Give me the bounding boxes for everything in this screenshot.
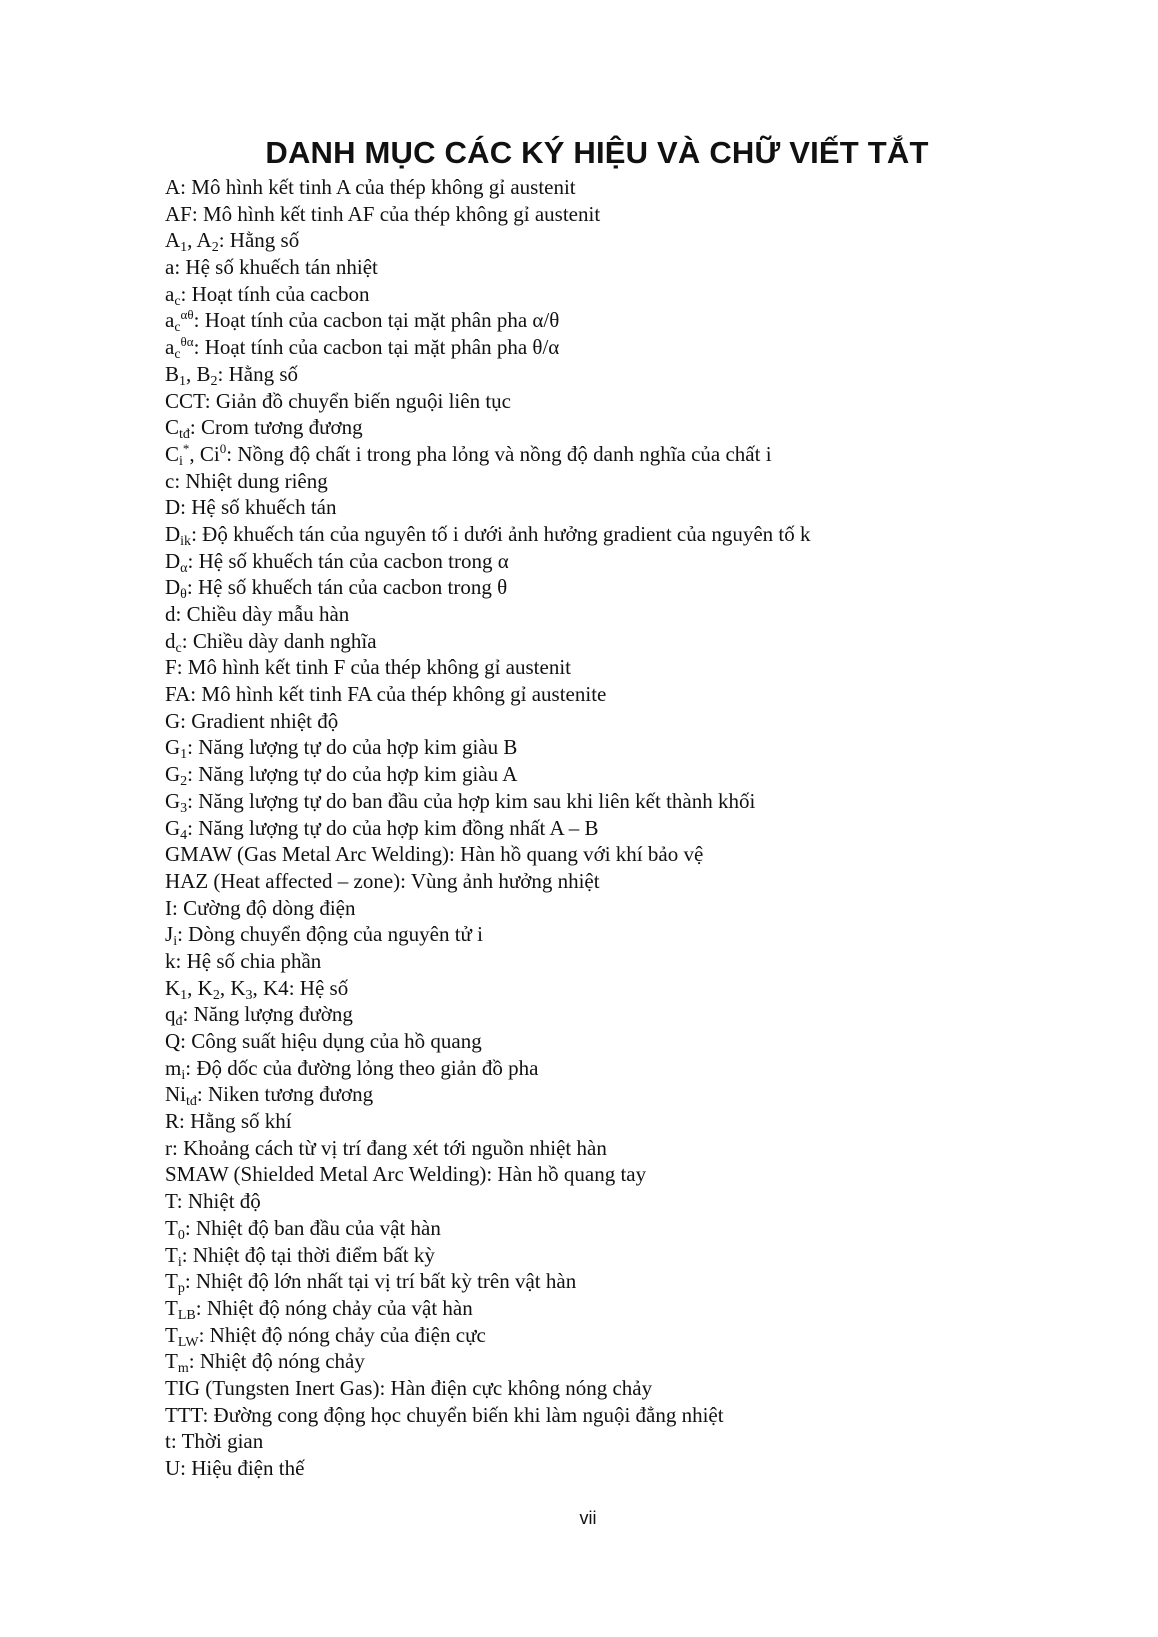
symbol	[165, 1109, 179, 1133]
separator: :	[180, 281, 192, 306]
list-item	[165, 1028, 810, 1055]
symbol-subscript: 2	[180, 774, 188, 790]
separator: :	[174, 255, 186, 280]
symbol-subscript: θ	[180, 587, 187, 603]
description: Đường cong động học chuyển biến khi làm nguội đẳng nhiệt	[213, 1402, 724, 1427]
separator: :	[196, 1082, 208, 1107]
symbol-text: Ni	[165, 1082, 186, 1107]
description: Mô hình kết tinh FA của thép không gỉ austenite	[201, 682, 607, 707]
symbol	[165, 175, 180, 199]
separator: :	[174, 468, 186, 493]
description: Chiều dày mẫu hàn	[186, 602, 350, 626]
symbol-subscript: i	[181, 1067, 186, 1083]
symbol	[165, 762, 188, 790]
description: Hiệu điện thế	[191, 1456, 305, 1480]
symbol-text: T	[165, 1295, 178, 1320]
separator: :	[181, 1242, 193, 1267]
symbol-subscript: c	[174, 293, 181, 309]
symbol-subscript: α	[180, 560, 188, 576]
symbol-text: m	[165, 1055, 182, 1080]
separator: :	[180, 495, 192, 520]
list-item	[165, 227, 810, 254]
description: Nhiệt độ nóng chảy của vật hàn	[206, 1295, 473, 1320]
list-item	[165, 1375, 810, 1402]
symbol	[165, 975, 289, 1003]
symbol	[165, 1376, 379, 1400]
separator: :	[202, 1402, 214, 1427]
symbol	[165, 389, 205, 413]
symbol-text: A	[165, 228, 181, 253]
page-title: DANH MỤC CÁC KÝ HIỆU VÀ CHỮ VIẾT TẮT	[265, 135, 929, 170]
symbol	[165, 1002, 183, 1030]
list-item	[165, 1348, 810, 1375]
symbol-text: CCT	[165, 388, 205, 413]
symbol	[165, 1082, 197, 1110]
separator: :	[226, 441, 238, 466]
symbol-text: , K	[219, 975, 246, 1000]
symbol	[165, 415, 190, 443]
list-item	[165, 681, 810, 708]
list-item	[165, 654, 810, 681]
description: Cường độ dòng điện	[183, 895, 356, 920]
symbol	[165, 255, 174, 279]
symbol-text: A	[165, 175, 181, 199]
separator: :	[486, 1162, 498, 1187]
symbol	[165, 1136, 172, 1160]
symbol-text: a	[165, 255, 175, 280]
symbol-subscript: tđ	[179, 427, 190, 443]
list-item	[165, 1242, 810, 1269]
symbol-subscript: đ	[175, 1014, 183, 1030]
description: Công suất hiệu dụng của hồ quang	[191, 1029, 482, 1053]
symbol-text: T	[165, 1242, 178, 1267]
symbol-text: HAZ (Heat affected – zone)	[165, 868, 401, 893]
list-item	[165, 601, 810, 628]
symbol	[165, 1322, 199, 1350]
separator: :	[177, 922, 189, 947]
separator: :	[179, 1109, 191, 1134]
list-item	[165, 895, 810, 922]
symbol-text: I	[165, 895, 172, 920]
symbol-text: d	[165, 602, 176, 626]
symbol-text: , A	[187, 228, 212, 253]
symbol	[165, 1162, 486, 1186]
description: Dòng chuyển động của nguyên tử i	[188, 922, 483, 947]
list-item	[165, 1135, 810, 1162]
symbol-subscript: 4	[180, 827, 188, 843]
list-item	[165, 174, 810, 201]
symbol	[165, 1215, 185, 1243]
list-item	[165, 1268, 810, 1295]
description: Hệ số chia phần	[186, 948, 322, 973]
description: Hệ số khuếch tán của cacbon trong θ	[197, 575, 508, 600]
separator: :	[217, 361, 229, 386]
symbol	[165, 655, 177, 679]
symbol	[165, 682, 190, 706]
list-item	[165, 361, 810, 388]
list-item	[165, 254, 810, 281]
description: Nồng độ chất i trong pha lỏng và nồng độ danh nghĩa của chất i	[237, 441, 772, 466]
symbol-superscript: αθ	[180, 307, 194, 323]
symbol	[165, 307, 194, 336]
description: Năng lượng đường	[193, 1002, 353, 1027]
list-item	[165, 868, 810, 895]
list-item	[165, 841, 810, 868]
symbol-subscript: i	[177, 1254, 182, 1270]
separator: :	[180, 175, 192, 199]
symbol-text: F	[165, 655, 177, 680]
symbol-text: q	[165, 1002, 176, 1027]
symbol-list	[165, 174, 810, 1482]
description: Vùng ảnh hưởng nhiệt	[410, 868, 600, 893]
description: Hoạt tính của cacbon	[191, 281, 370, 306]
description: Nhiệt độ nóng chảy	[199, 1349, 365, 1374]
list-item	[165, 1055, 810, 1082]
separator: :	[288, 975, 300, 1000]
description: Hệ số	[299, 975, 349, 1000]
separator: :	[176, 655, 188, 680]
symbol-text: T	[165, 1322, 178, 1347]
separator: :	[180, 1029, 192, 1053]
symbol-subscript: m	[177, 1361, 189, 1377]
symbol-text: t	[165, 1429, 171, 1454]
separator: :	[175, 602, 187, 626]
description: Hoạt tính của cacbon tại mặt phân pha θ/α	[204, 335, 560, 360]
symbol-subscript: 1	[180, 747, 188, 763]
list-item	[165, 1215, 810, 1242]
symbol-text: Q	[165, 1029, 181, 1053]
list-item	[165, 948, 810, 975]
separator: :	[193, 335, 205, 360]
description: Nhiệt độ nóng chảy của điện cực	[209, 1322, 486, 1347]
symbol-text: k	[165, 948, 176, 973]
separator: :	[218, 228, 230, 253]
separator: :	[187, 548, 199, 573]
description: Hoạt tính của cacbon tại mặt phân pha α/θ	[204, 308, 560, 333]
symbol-subscript: ik	[180, 533, 192, 549]
symbol	[165, 228, 219, 256]
symbol	[165, 548, 188, 576]
separator: :	[186, 575, 198, 600]
symbol	[165, 1349, 189, 1377]
list-item	[165, 1001, 810, 1028]
symbol-superscript: 0	[219, 440, 227, 456]
description: Niken tương đương	[207, 1082, 374, 1107]
symbol-superscript: θα	[180, 334, 194, 350]
description: Hệ số khuếch tán	[191, 495, 337, 520]
symbol-text: T	[165, 1215, 178, 1240]
symbol-text: T	[165, 1349, 178, 1374]
description: Hàn điện cực không nóng chảy	[390, 1375, 653, 1400]
symbol	[165, 361, 218, 389]
description: Chiều dày danh nghĩa	[192, 628, 377, 653]
separator: :	[180, 708, 192, 733]
symbol-text: TTT	[165, 1402, 203, 1427]
description: Nhiệt dung riêng	[185, 468, 328, 493]
symbol	[165, 575, 187, 603]
separator: :	[184, 1215, 196, 1240]
separator: :	[193, 308, 205, 333]
list-item	[165, 1295, 810, 1322]
symbol-text: r	[165, 1135, 172, 1160]
list-item	[165, 1188, 810, 1215]
symbol	[165, 1242, 182, 1270]
symbol-subscript: 1	[180, 240, 188, 256]
separator: :	[176, 1189, 188, 1214]
list-item	[165, 788, 810, 815]
symbol-superscript: *	[182, 440, 190, 456]
symbol	[165, 334, 194, 363]
description: Hằng số	[229, 228, 300, 253]
symbol-subscript: 1	[179, 373, 187, 389]
description: Hàn hồ quang với khí bảo vệ	[460, 842, 704, 867]
symbol-text: J	[165, 922, 174, 947]
description: Hằng số	[228, 361, 299, 386]
symbol-text: B	[165, 361, 180, 386]
symbol-text: G	[165, 788, 181, 813]
list-item	[165, 307, 810, 334]
symbol-text: AF	[165, 201, 192, 226]
symbol	[165, 815, 188, 843]
list-item	[165, 1455, 810, 1482]
description: Nhiệt độ ban đầu của vật hàn	[195, 1215, 441, 1240]
symbol	[165, 922, 178, 950]
separator: :	[198, 1322, 210, 1347]
symbol	[165, 1269, 185, 1297]
symbol-subscript: p	[177, 1281, 185, 1297]
description: Hệ số khuếch tán của cacbon trong α	[198, 548, 509, 573]
list-item	[165, 201, 810, 228]
symbol-subscript: LB	[177, 1307, 196, 1323]
symbol-text: SMAW (Shielded Metal Arc Welding)	[165, 1162, 487, 1187]
list-item	[165, 1108, 810, 1135]
symbol	[165, 202, 192, 226]
symbol	[165, 788, 188, 816]
symbol-text: U	[165, 1456, 181, 1480]
symbol-subscript: c	[174, 320, 181, 336]
symbol-subscript: i	[179, 453, 183, 469]
symbol	[165, 949, 176, 973]
symbol-subscript: c	[174, 347, 181, 363]
separator: :	[189, 415, 201, 440]
symbol-text: D	[165, 548, 181, 573]
symbol-subscript: 0	[177, 1227, 185, 1243]
symbol-text: C	[165, 415, 180, 440]
separator: :	[182, 1002, 194, 1027]
separator: :	[187, 815, 199, 840]
symbol-text: a	[165, 335, 175, 360]
description: Năng lượng tự do của hợp kim giàu A	[198, 762, 518, 787]
symbol-subscript: LW	[177, 1334, 199, 1350]
list-item	[165, 334, 810, 361]
separator: :	[172, 1135, 184, 1160]
separator: :	[187, 762, 199, 787]
symbol	[165, 1456, 180, 1480]
list-item	[165, 708, 810, 735]
symbol	[165, 1403, 202, 1427]
list-item	[165, 1428, 810, 1455]
symbol	[165, 1055, 186, 1083]
description: Mô hình kết tinh AF của thép không gỉ austenit	[202, 201, 601, 226]
description: Giản đồ chuyển biến nguội liên tục	[215, 388, 511, 413]
symbol	[165, 495, 180, 519]
symbol-subscript: tđ	[186, 1094, 197, 1110]
symbol-subscript: 2	[212, 987, 220, 1003]
page-number: vii	[579, 1508, 597, 1528]
list-item	[165, 1402, 810, 1429]
description: Gradient nhiệt độ	[191, 708, 339, 733]
symbol-subscript: c	[175, 640, 182, 656]
separator: :	[185, 1055, 197, 1080]
separator: :	[191, 521, 203, 546]
description: Khoảng cách từ vị trí đang xét tới nguồn nhiệt hàn	[183, 1135, 607, 1160]
symbol-text: G	[165, 815, 181, 840]
separator: :	[187, 788, 199, 813]
separator: :	[180, 1456, 192, 1480]
list-item	[165, 441, 810, 468]
symbol-text: GMAW (Gas Metal Arc Welding)	[165, 842, 449, 867]
symbol-text: C	[165, 441, 180, 466]
symbol-text: T	[165, 1189, 177, 1214]
list-item	[165, 281, 810, 308]
symbol-text: D	[165, 521, 181, 546]
symbol-subscript: 1	[180, 987, 188, 1003]
symbol	[165, 469, 174, 493]
description: Nhiệt độ tại thời điểm bất kỳ	[192, 1242, 435, 1267]
symbol-text: a	[165, 281, 175, 306]
list-item	[165, 761, 810, 788]
description: Hằng số khí	[190, 1109, 292, 1134]
separator: :	[184, 1269, 196, 1294]
list-item	[165, 388, 810, 415]
symbol-text: d	[165, 628, 176, 653]
list-item	[165, 574, 810, 601]
description: Độ dốc của đường lỏng theo giản đồ pha	[196, 1055, 539, 1080]
symbol-subscript: 3	[245, 987, 253, 1003]
separator: :	[175, 948, 187, 973]
symbol	[165, 842, 449, 866]
symbol	[165, 602, 176, 626]
symbol	[165, 869, 400, 893]
separator: :	[195, 1295, 207, 1320]
description: Năng lượng tự do của hợp kim giàu B	[198, 735, 518, 760]
list-item	[165, 975, 810, 1002]
symbol	[165, 1189, 177, 1213]
symbol-text: , K	[187, 975, 213, 1000]
separator: :	[204, 388, 216, 413]
list-item	[165, 548, 810, 575]
description: Mô hình kết tinh F của thép không gỉ austenit	[187, 655, 571, 680]
list-item	[165, 921, 810, 948]
list-item	[165, 521, 810, 548]
description: Crom tương đương	[201, 415, 363, 440]
symbol	[165, 1295, 196, 1323]
list-item	[165, 1322, 810, 1349]
symbol-text: , Ci	[189, 441, 220, 466]
symbol	[165, 281, 181, 309]
symbol-text: , B	[186, 361, 211, 386]
description: Năng lượng tự do của hợp kim đồng nhất A – B	[198, 815, 599, 840]
list-item	[165, 815, 810, 842]
symbol-text: G	[165, 735, 181, 760]
symbol-text: a	[165, 308, 175, 333]
list-item	[165, 468, 810, 495]
symbol-text: FA	[165, 682, 191, 707]
separator: :	[188, 1349, 200, 1374]
list-item	[165, 734, 810, 761]
description: Nhiệt độ lớn nhất tại vị trí bất kỳ trên vật hàn	[195, 1269, 577, 1294]
separator: :	[170, 1429, 182, 1454]
separator: :	[172, 895, 184, 920]
description: Hàn hồ quang tay	[497, 1162, 647, 1187]
symbol	[165, 1029, 180, 1053]
separator: :	[187, 735, 199, 760]
symbol	[165, 521, 192, 549]
symbol	[165, 709, 180, 733]
list-item	[165, 414, 810, 441]
symbol-text: D	[165, 495, 181, 520]
list-item	[165, 494, 810, 521]
separator: :	[191, 201, 203, 226]
symbol	[165, 896, 172, 920]
description: Nhiệt độ	[187, 1189, 261, 1214]
list-item	[165, 1161, 810, 1188]
symbol-subscript: 2	[211, 240, 219, 256]
symbol-text: TIG (Tungsten Inert Gas)	[165, 1375, 380, 1400]
symbol	[165, 628, 182, 656]
list-item	[165, 1081, 810, 1108]
separator: :	[448, 842, 461, 867]
description: Hệ số khuếch tán nhiệt	[185, 255, 378, 280]
separator: :	[379, 1375, 391, 1400]
symbol	[165, 735, 188, 763]
symbol-text: R	[165, 1109, 180, 1134]
symbol-subscript: 2	[210, 373, 218, 389]
symbol	[165, 440, 227, 469]
separator: :	[181, 628, 193, 653]
symbol-text: D	[165, 575, 181, 600]
symbol-text: G	[165, 708, 181, 733]
symbol-subscript: i	[173, 934, 178, 950]
separator: :	[400, 868, 411, 893]
description: Độ khuếch tán của nguyên tố i dưới ảnh hưởng gradient của nguyên tố k	[202, 521, 811, 546]
symbol-text: G	[165, 762, 181, 787]
symbol-subscript: 3	[180, 800, 188, 816]
description: Mô hình kết tinh A của thép không gỉ austenit	[191, 175, 576, 199]
symbol-text: K	[165, 975, 181, 1000]
description: Thời gian	[181, 1429, 264, 1454]
symbol-text: , K4	[252, 975, 289, 1000]
list-item	[165, 628, 810, 655]
symbol-text: c	[165, 468, 175, 493]
separator: :	[190, 682, 202, 707]
symbol-text: T	[165, 1269, 178, 1294]
description: Năng lượng tự do ban đầu của hợp kim sau khi liên kết thành khối	[198, 788, 756, 813]
